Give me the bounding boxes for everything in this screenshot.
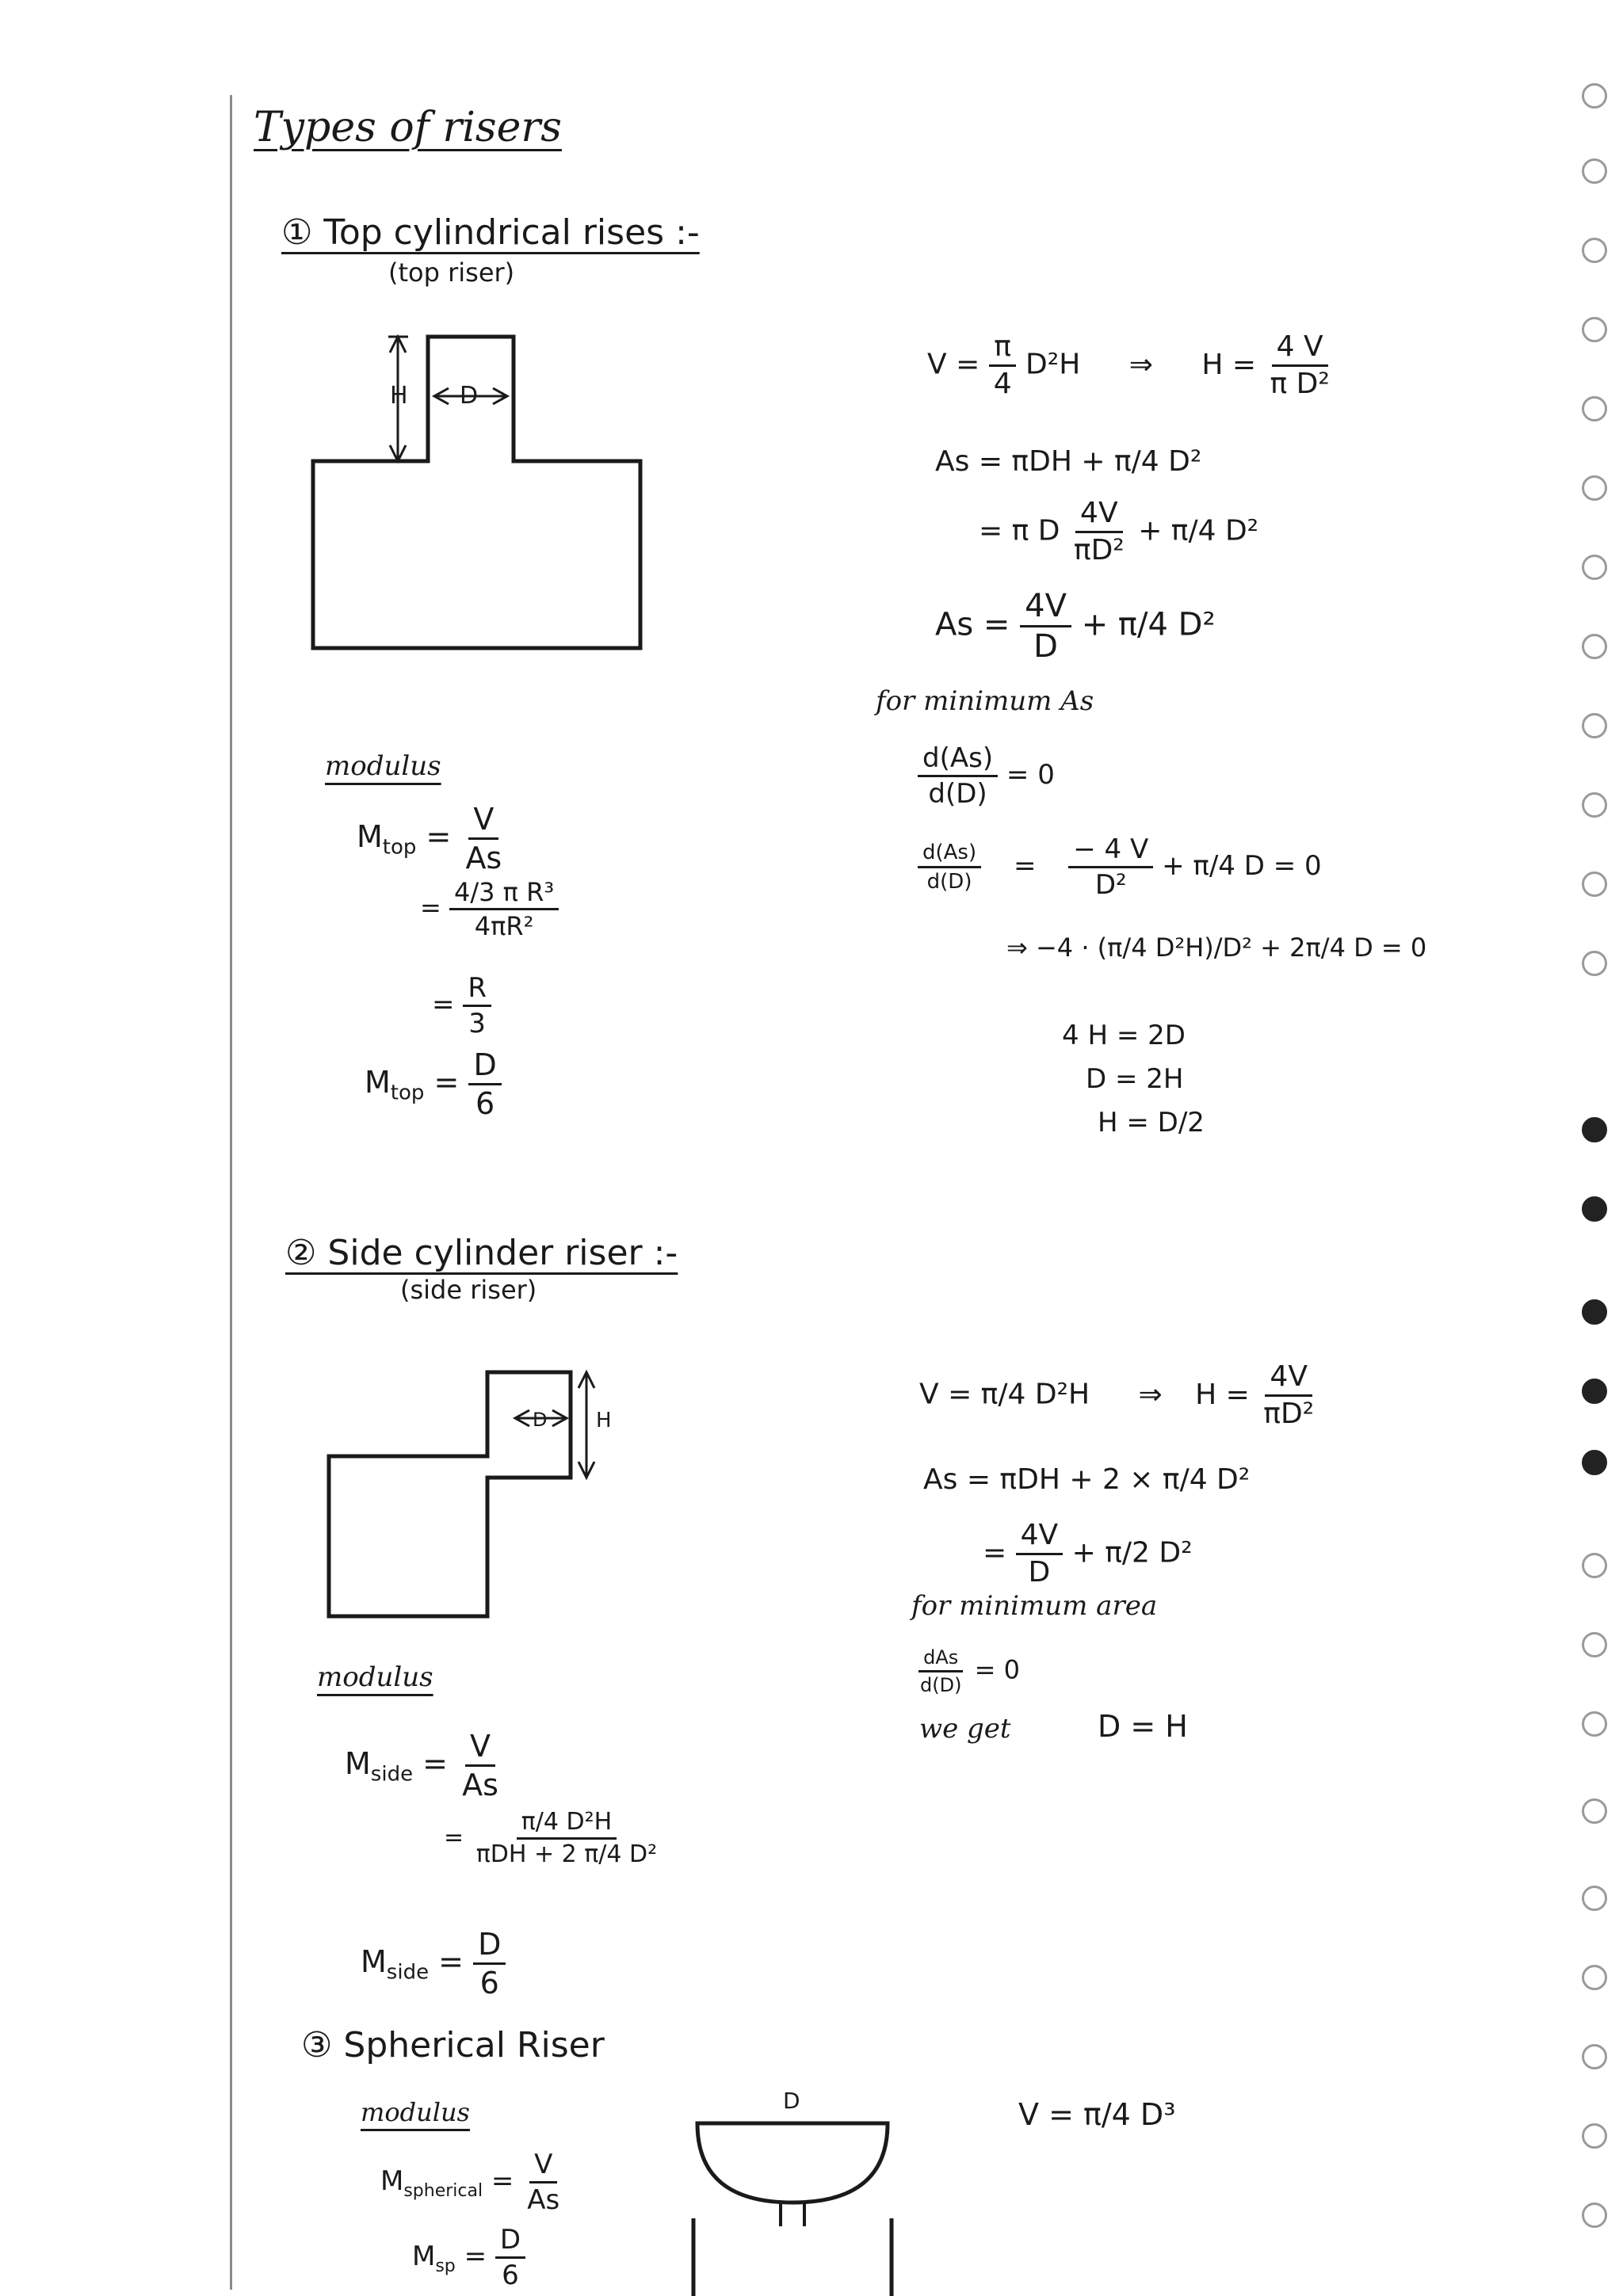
top-result-1: 4 H = 2D [1062,1020,1186,1051]
top-area-eq-3: As = $\frac{4V}{D}$ + π/4 D² [935,588,1216,665]
top-riser-subheading: (top riser) [388,257,515,288]
page-title: Types of risers [254,104,562,151]
side-modulus-eq-1: $M_{side}$ = $\frac{V}{As}$ [345,1729,498,1802]
side-area-eq-1: As = πDH + 2 × π/4 D² [923,1463,1251,1496]
side-volume-equation: V = π/4 D²H ⇒ H = $\frac{4V}{\text{πD²}}$ [919,1360,1315,1430]
side-modulus-eq-2: = $\frac{\text{π/4 D²H}}{\text{πDH + 2 π/4 D²}}$ [444,1808,658,1868]
side-fig-h-label: H [596,1409,612,1432]
top-volume-equation: V = $\frac{\pi}{4}$ D²H ⇒ H = $\frac{4 V}{\text{π D²}}$ [927,330,1330,400]
top-area-eq-2: = π D $\frac{4V}{\text{πD²}}$ + π/4 D² [979,497,1259,566]
spherical-volume-equation: V = π/4 D³ [1018,2097,1176,2132]
side-riser-heading: ② Side cylinder riser :- [285,1233,678,1273]
top-result-3: H = D/2 [1098,1107,1205,1138]
spherical-fig-d-label: D [783,2088,800,2114]
side-modulus-result: $M_{side}$ = $\frac{D}{6}$ [361,1929,506,1998]
top-riser-heading: ① Top cylindrical rises :- [281,212,700,253]
side-modulus-label: modulus [317,1661,433,1693]
side-for-minimum-text: for minimum area [911,1590,1158,1622]
spherical-modulus-eq-2: $M_{sp}$ = $\frac{D}{6}$ [412,2226,525,2289]
side-derivative-eq: $\frac{\text{dAs}}{d(D)}$ = 0 [920,1646,1020,1696]
side-area-eq-2: = $\frac{4V}{D}$ + π/2 D² [983,1519,1193,1589]
top-derivative-eq-1: $\frac{d(As)}{d(D)}$ = 0 [918,745,1055,807]
top-modulus-eq-2: = $\frac{\text{4/3 π R³}}{\text{4πR²}}$ [420,879,559,939]
spherical-modulus-label: modulus [361,2097,470,2127]
side-result: D = H [1098,1709,1188,1744]
top-modulus-eq-1: $M_{top}$ = $\frac{V}{As}$ [357,802,502,875]
top-fig-h-label: H [390,382,408,410]
spherical-riser-diagram [693,2123,892,2296]
spherical-riser-heading: ③ Spherical Riser [301,2025,605,2065]
side-riser-diagram [329,1372,594,1616]
side-fig-d-label: D [533,1409,548,1431]
top-modulus-label: modulus [325,750,441,782]
top-derivative-eq-3: ⇒ −4 · (π/4 D²H)/D² + 2π/4 D = 0 [1006,933,1427,963]
top-modulus-result: $M_{top}$ = $\frac{D}{6}$ [365,1050,502,1119]
top-for-minimum-text: for minimum As [876,685,1094,717]
spherical-modulus-eq-1: $M_{spherical}$ = $\frac{V}{As}$ [380,2149,560,2216]
top-derivative-eq-2: $\frac{d(As)}{d(D)}$ = $\frac{- 4 V}{\text{D²}}$ + π/4 D = 0 [918,836,1322,898]
side-riser-subheading: (side riser) [400,1275,537,1305]
top-fig-d-label: D [460,382,479,410]
top-modulus-eq-3: = $\frac{R}{3}$ [432,974,491,1037]
top-result-2: D = 2H [1086,1063,1184,1095]
top-area-eq-1: As = πDH + π/4 D² [935,445,1202,478]
side-we-get-text: we get [919,1713,1011,1745]
